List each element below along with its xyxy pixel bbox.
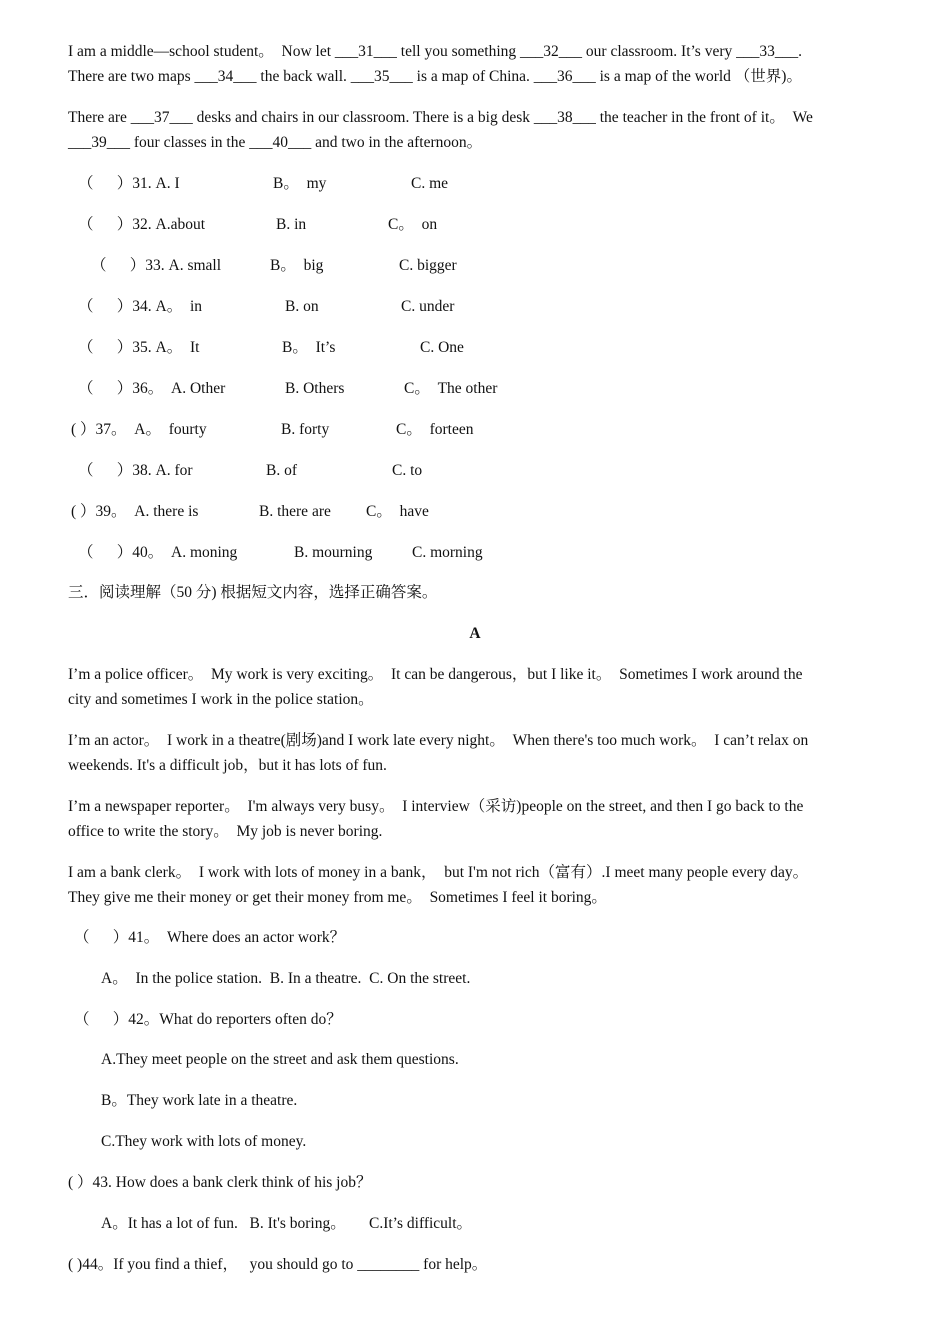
option-c: C. morning [412,544,483,561]
question-stem: （ ）33. A. small [91,257,222,274]
option-b: B。 It’s [282,339,336,356]
option-b: B. in [276,216,307,233]
option-b: B. there are [259,503,331,520]
option-c: C。 forteen [396,421,474,438]
question-stem: （ ）36。 A. Other [78,380,226,397]
question-stem: （ ）34. A。 in [78,298,203,315]
question-44: ( )44。If you find a thief， you should go to ________ for help。 [68,1256,488,1273]
reading-paragraph-4-line-2: They give me their money or get their money from me。 Sometimes I feel it boring。 [68,889,607,906]
section-heading: 三．阅读理解（50 分) 根据短文内容，选择正确答案。 [68,584,438,601]
question-stem: （ ）38. A. for [78,462,193,479]
question-43-options: A。It has a lot of fun. B. It's boring。 C.It’s difficult。 [101,1215,473,1232]
option-c: C。 have [366,503,429,520]
option-c: C. me [411,175,449,192]
option-c: C。 The other [404,380,498,397]
passage-line-2: There are two maps ___34___ the back wall. ___35___ is a map of China. ___36___ is a map of the world （世界)。 [68,68,802,85]
passage-line-1: I am a middle—school student。 Now let ___31___ tell you something ___32___ our classroom. It’s very ___33___. [68,43,803,60]
option-b: B. forty [281,421,330,438]
question-stem: （ ）40。 A. moning [78,544,238,561]
reading-paragraph-1-line-2: city and sometimes I work in the police station。 [68,691,374,708]
option-c: C. under [401,298,455,315]
option-b: B. mourning [294,544,373,561]
question-stem: ( ）39。 A. there is [71,503,199,520]
option-c: C。 on [388,216,438,233]
option-c: C. One [420,339,464,356]
question-42-option-a: A.They meet people on the street and ask them questions. [101,1051,459,1068]
question-42: （ ）42。What do reporters often do？ [74,1011,342,1028]
question-stem: ( ）37。 A。 fourty [71,421,207,438]
question-41-options: A。 In the police station. B. In a theatre. C. On the street. [101,970,471,987]
question-41: （ ）41。 Where does an actor work？ [74,929,346,946]
passage-line-3: There are ___37___ desks and chairs in our classroom. There is a big desk ___38___ the teacher in the front of it。 We [68,109,813,126]
question-43: ( ）43. How does a bank clerk think of his job？ [68,1174,372,1191]
question-42-option-c: C.They work with lots of money. [101,1133,307,1150]
question-stem: （ ）35. A。 It [78,339,200,356]
option-b: B。 my [273,175,327,192]
option-b: B。 big [270,257,324,274]
reading-paragraph-2-line-2: weekends. It's a difficult job，but it has lots of fun. [68,757,387,774]
question-stem: （ ）31. A. I [78,175,180,192]
option-b: B. of [266,462,297,479]
option-b: B. on [285,298,319,315]
option-c: C. to [392,462,423,479]
passage-line-4: ___39___ four classes in the ___40___ and two in the afternoon。 [68,134,483,151]
question-stem: （ ）32. A.about [78,216,206,233]
reading-paragraph-1-line-1: I’m a police officer。 My work is very exciting。 It can be dangerous，but I like it。 Sometimes I work around the [68,666,803,683]
question-42-option-b: B。They work late in a theatre. [101,1092,298,1109]
reading-paragraph-3-line-1: I’m a newspaper reporter。 I'm always very busy。 I interview（采访)people on the street, and then I go back to the [68,798,804,815]
option-b: B. Others [285,380,345,397]
reading-paragraph-4-line-1: I am a bank clerk。 I work with lots of money in a bank， but I'm not rich（富有）.I meet many people every day。 [68,864,809,881]
reading-paragraph-3-line-2: office to write the story。 My job is never boring. [68,823,383,840]
reading-paragraph-2-line-1: I’m an actor。 I work in a theatre(剧场)and I work late every night。 When there's too much work。 I can’t relax on [68,732,809,749]
passage-label: A [469,625,481,642]
option-c: C. bigger [399,257,457,274]
